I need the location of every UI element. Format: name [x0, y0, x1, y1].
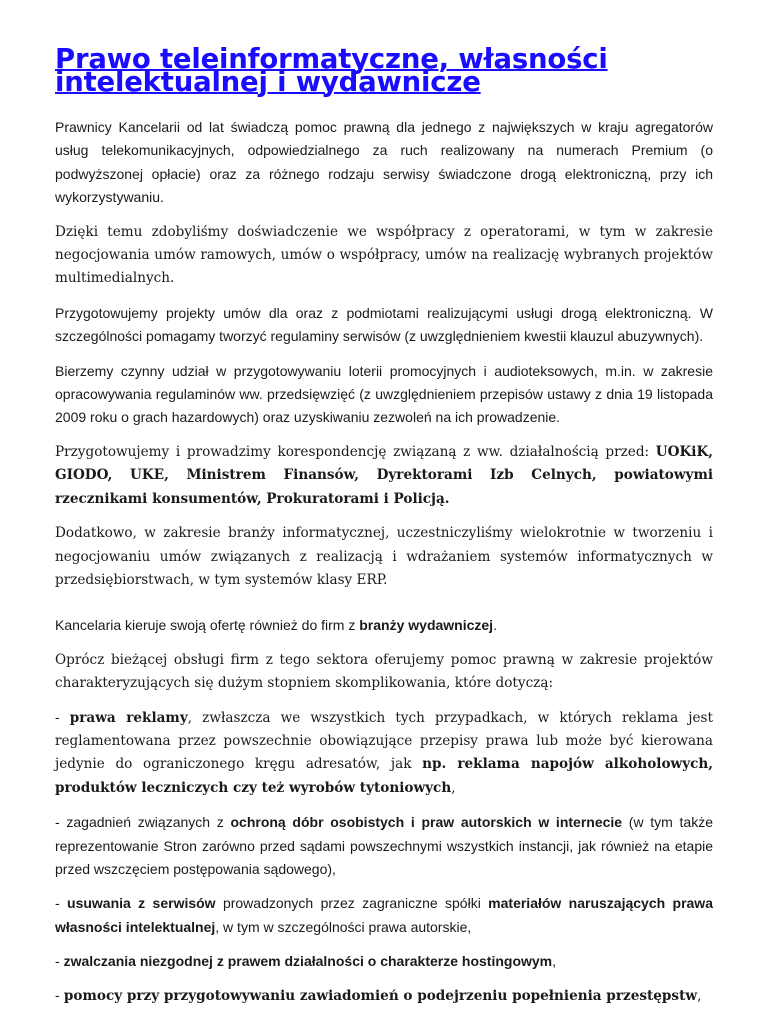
paragraph-6 [55, 522, 713, 592]
paragraph-10 [55, 811, 713, 881]
text-run: - zagadnień związanych z [55, 814, 231, 831]
text-run: prowadzonych przez zagraniczne spółki [215, 895, 489, 912]
bold-text: branży wydawniczej [359, 617, 494, 634]
text-run: , zwłaszcza we wszystkich tych przypadkach, w których reklama jest reglamentowana przez powszechnie obowiązujące przepisy prawa lub może być kierowana jedynie do ograniczonego kręgu adresatów, jak [55, 709, 713, 773]
text-run: - [55, 953, 64, 970]
text-run: , [697, 987, 702, 1004]
text-run: , w tym w szczególności prawa autorskie, [215, 918, 472, 935]
text-run: Prawnicy Kancelarii od lat świadczą pomoc prawną dla jednego z największych w kraju agregatorów usług telekomunikacyjnych, odpowiedzialnego za ruch realizowany na numerach Premium (o podwyższonej opłacie) oraz za różnego rodzaju serwisy świadczone drogą elektroniczną, przy ich wykorzystywaniu. [55, 119, 713, 206]
bold-text: zwalczania niezgodnej z prawem działalności o charakterze hostingowym [63, 953, 553, 970]
bold-text: prawa reklamy [69, 709, 188, 726]
bold-text: pomocy przy przygotowywaniu zawiadomień o podejrzeniu popełnienia przestępstw [63, 987, 698, 1004]
text-run: . [493, 617, 497, 634]
document-page [55, 43, 713, 1019]
text-run: - [55, 895, 68, 912]
text-run: - [55, 709, 70, 726]
paragraph-8 [55, 649, 713, 696]
paragraph-4 [55, 360, 713, 430]
title-link[interactable]: Prawo teleinformatyczne, własności intelektualnej i wydawnicze [55, 43, 608, 98]
document-body [55, 116, 713, 1008]
bold-text: usuwania z serwisów [67, 895, 216, 912]
text-run: , [451, 779, 456, 796]
paragraph-9 [55, 707, 713, 801]
paragraph-5 [55, 441, 713, 511]
text-run: Przygotowujemy projekty umów dla oraz z podmiotami realizującymi usługi drogą elektroniczną. W szczególności pomagamy tworzyć regulaminy serwisów (z uwzględnieniem kwestii klauzul abuzywnych). [55, 304, 713, 345]
text-run: Kancelaria kieruje swoją ofertę również do firm z [55, 617, 360, 634]
text-run: Dodatkowo, w zakresie branży informatycznej, uczestniczyliśmy wielokrotnie w tworzeniu i negocjowaniu umów związanych z realizacją i wdrażaniem systemów informatycznych w przedsiębiorstwach, w tym systemów klasy ERP. [55, 525, 713, 588]
paragraph-2 [55, 221, 713, 291]
text-run: Bierzemy czynny udział w przygotowywaniu loterii promocyjnych i audioteksowych, m.in. w zakresie opracowywania regulaminów ww. przedsięwzięć (z uwzględnieniem przepisów ustawy z dnia 19 listopada 2009 roku o grach hazardowych) oraz uzyskiwaniu zezwoleń na ich prowadzenie. [55, 362, 713, 426]
paragraph-11 [55, 892, 713, 939]
text-run: - [55, 987, 64, 1004]
text-run: Przygotowujemy i prowadzimy korespondencję związaną z ww. działalnością przed: [55, 443, 656, 460]
paragraph-13 [55, 985, 713, 1008]
bold-text: materiałów naruszających prawa własności intelektualnej [55, 895, 713, 935]
paragraph-7 [55, 614, 713, 637]
bold-text: ochroną dóbr osobistych i praw autorskich w internecie [230, 814, 623, 831]
bold-text: np. reklama napojów alkoholowych, produktów leczniczych czy też wyrobów tytoniowych [55, 756, 713, 796]
text-run: Oprócz bieżącej obsługi firm z tego sektora oferujemy pomoc prawną w zakresie projektów charakteryzujących się dużym stopniem skomplikowania, które dotyczą: [55, 651, 713, 692]
paragraph-3 [55, 302, 713, 349]
paragraph-12 [55, 950, 713, 973]
page-title [55, 43, 713, 98]
paragraph-1 [55, 116, 713, 210]
text-run: Dzięki temu zdobyliśmy doświadczenie we współpracy z operatorami, w tym w zakresie negocjowania umów ramowych, umów o współpracy, umów na realizację wybranych projektów multimedialnych. [55, 223, 713, 287]
bold-text: UOKiK, GIODO, UKE, Ministrem Finansów, Dyrektorami Izb Celnych, powiatowymi rzecznikami konsumentów, Prokuratorami i Policją. [55, 443, 713, 507]
text-run: (w tym także reprezentowanie Stron zarówno przed sądami powszechnymi wszystkich instancji, jak również na etapie przed wszczęciem postępowania sądowego), [55, 814, 713, 877]
text-run: , [552, 953, 557, 970]
